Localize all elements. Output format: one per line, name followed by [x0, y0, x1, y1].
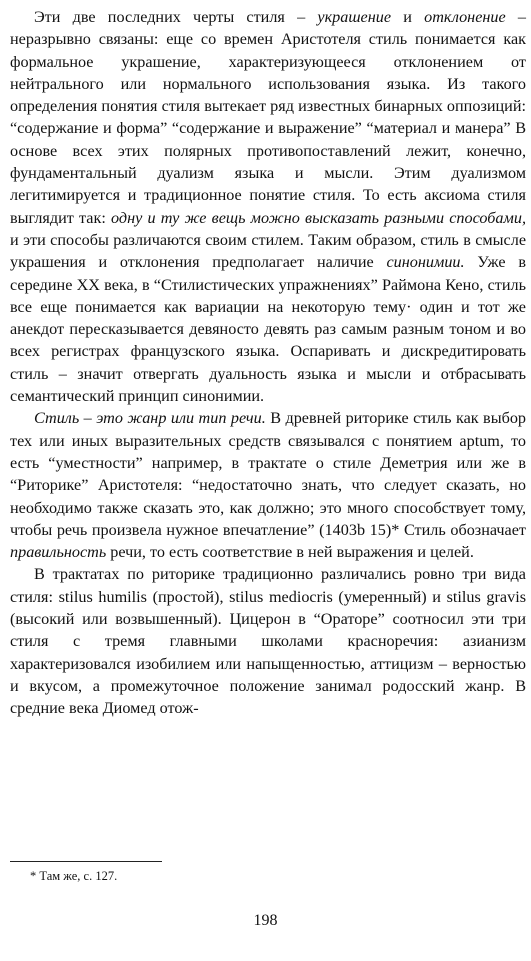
footnote-divider: [10, 861, 162, 862]
p1-text-2: и: [391, 8, 425, 26]
p1-term-sinonimii: синонимии.: [386, 253, 465, 272]
p1-term-ukrashenie: украшение: [317, 8, 392, 26]
p1-axiom: одну и ту же вещь можно высказать разными способами,: [111, 208, 526, 227]
footnote: * Там же, с. 127.: [30, 869, 118, 883]
p1-term-otklonenie: отклонение: [424, 8, 506, 26]
p2-term-pravilnost: правильность: [10, 543, 107, 562]
p1-text-5: Уже в середине XX века, в “Стилистических упражнениях” Раймона Кено, стиль все еще понимается как вариации на некоторую тему· один и тот же анекдот пересказывается девяносто девять раз самым разным тоном и во всех регистрах французского языка. Оспаривать и дискредитировать стиль – значит отвергать дуальность языка и мысли и отбрасывать семантический принцип синонимии.: [10, 253, 526, 406]
page-number: 198: [253, 912, 278, 929]
p2-text-2: речи, то есть соответствие в ней выражения и целей.: [106, 543, 474, 562]
p2-text-1: В древней риторике стиль как выбор тех или иных выразительных средств связывался с понятием aptum, то есть “уместности” например, в трактате о стиле Деметрия или же в “Риторике” Аристотеля: “недостаточно знать, что следует сказать, но необходимо также сказать это, как должно; это много способствует тому, чтобы речь произвела нужное впечатление” (1403b 15)* Стиль обозначает: [10, 409, 527, 539]
p3-text-1: В трактатах по риторике традиционно различались ровно три вида стиля: stilus humilis (простой), stilus mediocris (умеренный) и stilus gravis (высокий или возвышенный). Цицерон в “Ораторе” соотносил эти три стиля с тремя главными школами красноречия: азианизм характеризовался изобилием или напыщенностью, аттицизм – верностью и вкусом, а промежуточное положение занимал родосский жанр. В средние века Диомед отож-: [10, 565, 526, 718]
p1-text-1: Эти две последних черты стиля –: [34, 8, 318, 26]
paragraph-1: [10, 6, 526, 407]
paragraph-2: [10, 407, 526, 563]
p1-text-4: и эти способы различаются своим стилем. Таким образом, стиль в смысле украшения и отклонения предполагает наличие: [10, 230, 526, 272]
page-body: [10, 6, 526, 720]
paragraph-3: [10, 563, 526, 719]
p2-thesis: Стиль – это жанр или тип речи.: [34, 409, 266, 428]
p1-text-3: – неразрывно связаны: еще со времен Аристотеля стиль понимается как формальное украшение, характеризующееся отклонением от нейтрального или нормального использования языка. Из такого определения понятия стиля вытекает ряд известных бинарных оппозиций: “содержание и форма” “содержание и выражение” “материал и манера” В основе всех этих полярных противопоставлений лежит, конечно, фундаментальный дуализм языка и мысли. Этим дуализмом легитимируется и традиционное понятие стиля. То есть аксиома стиля выглядит так:: [10, 8, 527, 227]
